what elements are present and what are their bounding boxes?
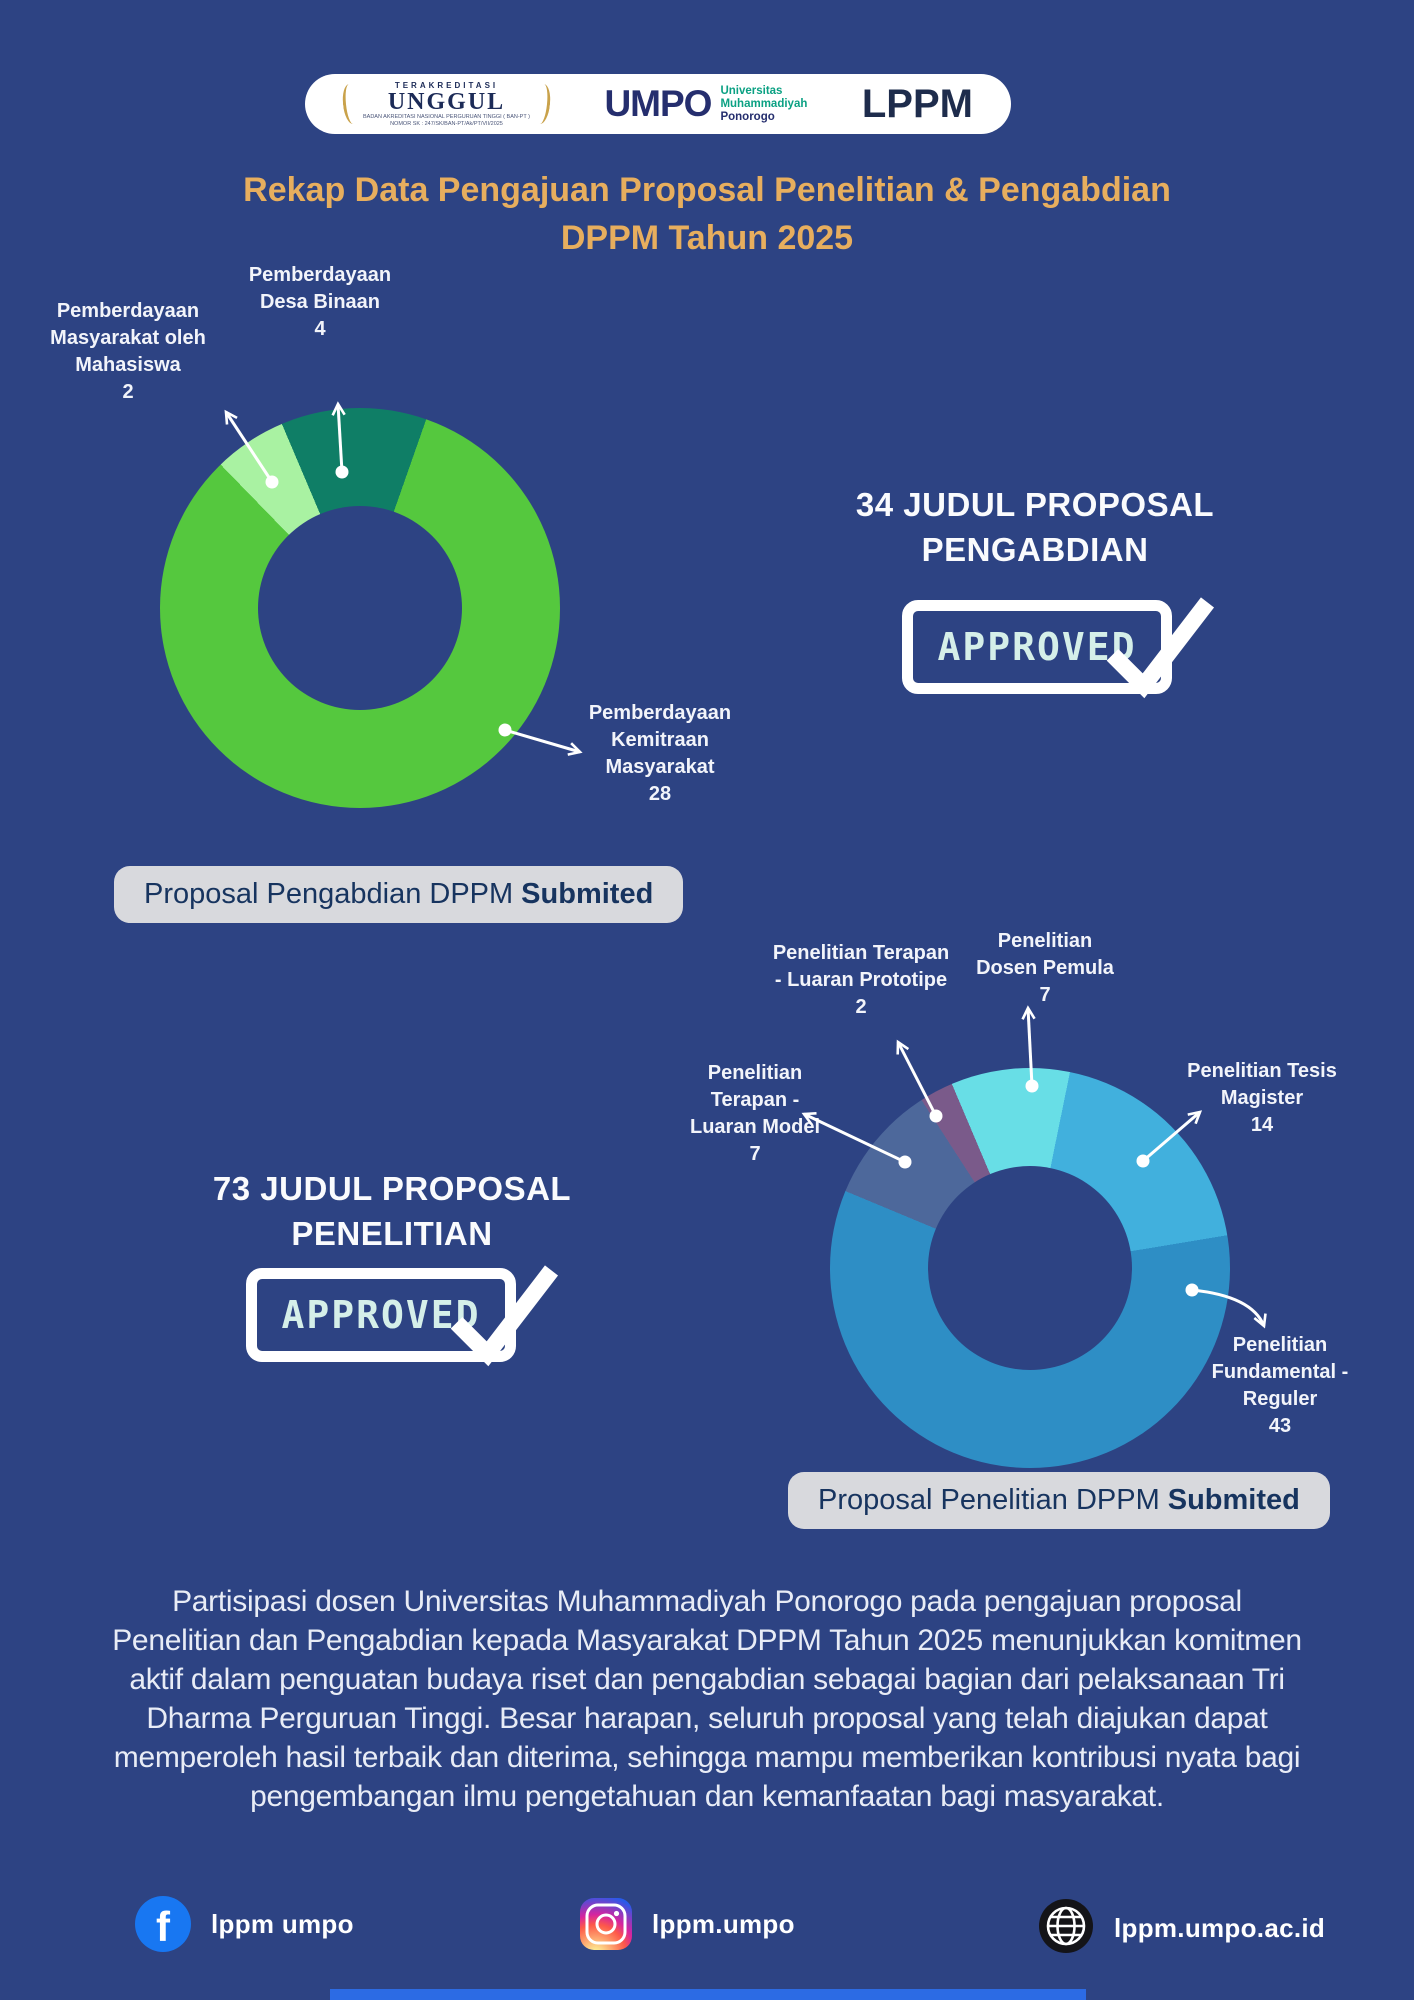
- facebook-icon: f: [135, 1896, 191, 1952]
- instagram-link[interactable]: [580, 1898, 795, 1950]
- label-penelitian-terapan-model: [680, 1060, 830, 1168]
- pengabdian-submitted-badge: [114, 866, 683, 923]
- penelitian-headline: [192, 1166, 592, 1256]
- badge-text: Proposal Pengabdian DPPM: [144, 878, 514, 910]
- segment-label: Pemberdayaan Desa Binaan: [248, 264, 392, 313]
- pengabdian-headline-line2: PENGABDIAN: [921, 531, 1149, 568]
- approved-stamp-pengabdian: [902, 600, 1172, 694]
- laurel-right-icon: [532, 83, 552, 124]
- umpo-desc-line2: Muhammadiyah: [720, 97, 808, 110]
- segment-label: Penelitian Terapan - Luaran Prototipe: [772, 942, 950, 991]
- label-pemberdayaan-desa-binaan: [232, 262, 408, 343]
- facebook-handle: lppm umpo: [211, 1908, 354, 1939]
- segment-value: 7: [749, 1143, 761, 1165]
- segment-label: Penelitian Terapan - Luaran Model: [689, 1062, 820, 1138]
- approved-stamp-text: APPROVED: [281, 1293, 481, 1337]
- laurel-left-icon: [341, 83, 361, 124]
- page-title-line2: DPPM Tahun 2025: [560, 219, 854, 257]
- segment-value: 43: [1268, 1415, 1292, 1437]
- badge-bold-text: Submited: [1167, 1484, 1300, 1516]
- segment-label: Pemberdayaan Masyarakat oleh Mahasiswa: [50, 300, 206, 376]
- label-pemberdayaan-kemitraan-masyarakat: [572, 700, 748, 808]
- approved-stamp-penelitian: [246, 1268, 516, 1362]
- checkmark-icon: [1097, 585, 1223, 711]
- page-title-line1: Rekap Data Pengajuan Proposal Penelitian & Pengabdian: [243, 171, 1171, 209]
- badge-text: Proposal Penelitian DPPM: [818, 1484, 1160, 1516]
- segment-label: Penelitian Dosen Pemula: [976, 930, 1114, 979]
- segment-label: Pemberdayaan Kemitraan Masyarakat: [588, 702, 732, 778]
- unggul-accreditation-logo: [343, 81, 550, 128]
- checkmark-icon: [441, 1253, 567, 1379]
- penelitian-headline-line1: 73 JUDUL PROPOSAL: [212, 1170, 572, 1207]
- donut-hole: [258, 506, 462, 710]
- lppm-logo: LPPM: [861, 81, 973, 126]
- facebook-link[interactable]: [135, 1896, 354, 1952]
- penelitian-submitted-badge: [788, 1472, 1330, 1529]
- segment-value: 28: [648, 783, 672, 805]
- approved-stamp-text: APPROVED: [937, 625, 1137, 669]
- segment-value: 14: [1250, 1114, 1274, 1136]
- label-penelitian-tesis-magister: [1162, 1058, 1362, 1139]
- instagram-icon: [580, 1898, 632, 1950]
- closing-paragraph: Partisipasi dosen Universitas Muhammadiyah Ponorogo pada pengajuan proposal Penelitian dan Pengabdian kepada Masyarakat DPPM Tahun 2025 menunjukkan komitmen aktif dalam penguatan budaya riset dan pengabdian sebagai bagian dari pelaksanaan Tri Dharma Perguruan Tinggi. Besar harapan, seluruh proposal yang telah diajukan dapat memperoleh hasil terbaik dan diterima, sehingga mampu memberikan kontribusi nyata bagi pengembangan ilmu pengetahuan dan kemanfaatan bagi masyarakat.: [112, 1585, 1302, 1813]
- segment-value: 4: [314, 318, 326, 340]
- page-title: [0, 166, 1414, 262]
- segment-value: 2: [122, 381, 134, 403]
- label-penelitian-fundamental-reguler: [1200, 1332, 1360, 1440]
- label-pemberdayaan-masyarakat-mahasiswa: [40, 298, 216, 406]
- pengabdian-headline: [835, 482, 1235, 572]
- pengabdian-donut-chart: [160, 408, 560, 808]
- accreditation-note-2: NOMOR SK : 247/SK/BAN-PT/Ak/PT/VII/2025: [390, 120, 503, 127]
- umpo-wordmark: UMPO: [604, 83, 712, 124]
- umpo-logo: [604, 83, 807, 125]
- segment-value: 2: [855, 996, 867, 1018]
- label-penelitian-dosen-pemula: [965, 928, 1125, 1009]
- penelitian-headline-line2: PENELITIAN: [291, 1215, 493, 1252]
- donut-hole: [928, 1166, 1132, 1370]
- segment-value: 7: [1039, 984, 1051, 1006]
- terakreditasi-label: TERAKREDITASI: [394, 80, 499, 90]
- umpo-desc-line1: Universitas: [720, 84, 783, 97]
- umpo-description: [720, 85, 807, 124]
- globe-icon: [1038, 1898, 1094, 1959]
- bottom-accent-bar: [330, 1989, 1086, 2000]
- segment-label: Penelitian Fundamental - Reguler: [1211, 1334, 1349, 1410]
- website-url: lppm.umpo.ac.id: [1114, 1913, 1326, 1943]
- pengabdian-headline-line1: 34 JUDUL PROPOSAL: [855, 486, 1215, 523]
- segment-label: Penelitian Tesis Magister: [1187, 1060, 1337, 1109]
- unggul-text-stack: [363, 81, 530, 128]
- header-logo-bar: [305, 74, 1011, 134]
- accreditation-note-1: BADAN AKREDITASI NASIONAL PERGURUAN TINGGI ( BAN-PT ): [363, 113, 530, 120]
- label-penelitian-terapan-prototipe: [768, 940, 954, 1021]
- umpo-desc-line3: Ponorogo: [720, 110, 775, 123]
- website-link[interactable]: [1038, 1898, 1325, 1959]
- instagram-handle: lppm.umpo: [652, 1908, 795, 1939]
- badge-bold-text: Submited: [521, 878, 654, 910]
- unggul-label: UNGGUL: [387, 88, 506, 115]
